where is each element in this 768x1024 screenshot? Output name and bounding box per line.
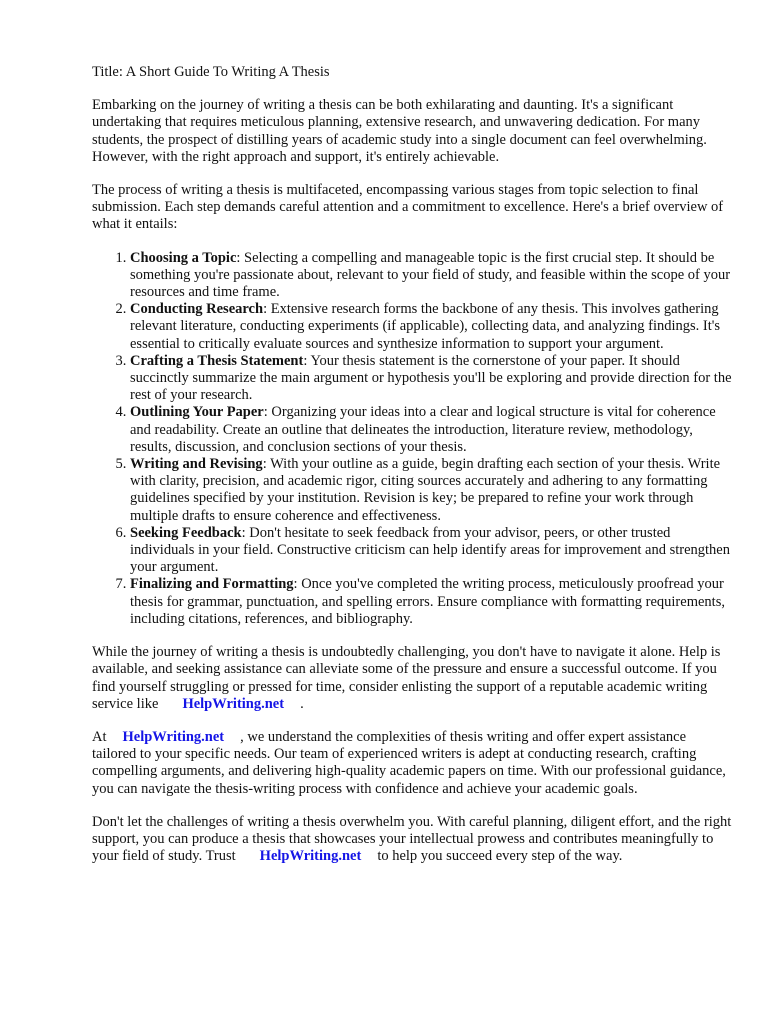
help-text: While the journey of writing a thesis is undoubtedly challenging, you don't have to navigate it alone. Help is available, and seeking assistance can alleviate some of the pressure and ensure a successful outcome. If you find yourself struggling or pressed for time, consider enlisting the support of a reputable academic writing service like bbox=[92, 644, 721, 712]
steps-list bbox=[92, 250, 732, 628]
list-item bbox=[130, 353, 732, 405]
step-text: : Your thesis statement is the cornerstone of your paper. It should succinctly summarize the main argument or hypothesis you'll be exploring and provide direction for the rest of your research. bbox=[130, 352, 732, 404]
helpwriting-link[interactable]: HelpWriting.net bbox=[259, 848, 362, 865]
step-term: Finalizing and Formatting bbox=[130, 576, 294, 593]
helpwriting-link[interactable]: HelpWriting.net bbox=[122, 728, 225, 745]
step-text: : Don't hesitate to seek feedback from your advisor, peers, or other trusted individuals in your field. Constructive criticism can help identify areas for improvement and strengthen your argument. bbox=[130, 524, 730, 576]
list-item bbox=[130, 576, 732, 628]
process-paragraph: The process of writing a thesis is multifaceted, encompassing various stages from topic selection to final submission. Each step demands careful attention and a commitment to excellence. Here's a brief overview of what it entails: bbox=[92, 182, 724, 233]
closing-text-end: to help you succeed every step of the way. bbox=[377, 848, 623, 865]
step-term: Choosing a Topic bbox=[130, 249, 237, 266]
list-item bbox=[130, 525, 732, 577]
list-item bbox=[130, 250, 732, 302]
help-paragraph bbox=[92, 644, 732, 713]
helpwriting-link[interactable]: HelpWriting.net bbox=[182, 695, 285, 712]
step-term: Seeking Feedback bbox=[130, 524, 242, 541]
service-paragraph bbox=[92, 729, 732, 798]
step-term: Writing and Revising bbox=[130, 456, 263, 473]
step-term: Conducting Research bbox=[130, 301, 264, 318]
service-text-start: At bbox=[92, 728, 107, 745]
closing-paragraph bbox=[92, 814, 732, 866]
list-item bbox=[130, 456, 732, 525]
list-item bbox=[130, 404, 732, 456]
service-text: , we understand the complexities of thesis writing and offer expert assistance tailored to your specific needs. Our team of experienced writers is adept at conducting research, crafting compelling arguments, and delivering high-quality academic papers on time. With our professional guidance, you can navigate the thesis-writing process with confidence and achieve your academic goals. bbox=[92, 728, 726, 797]
list-item bbox=[130, 301, 732, 353]
document-title: Title: A Short Guide To Writing A Thesis bbox=[92, 64, 330, 80]
step-term: Crafting a Thesis Statement bbox=[130, 352, 304, 369]
closing-text: Don't let the challenges of writing a thesis overwhelm you. With careful planning, diligent effort, and the right support, you can produce a thesis that showcases your intellectual prowess and contributes meaningfully to your field of study. Trust bbox=[92, 813, 732, 865]
step-text: : With your outline as a guide, begin drafting each section of your thesis. Write with clarity, precision, and academic rigor, citing sources accurately and adhering to any formatting guidelines specified by your institution. Revision is key; be prepared to refine your work through multiple drafts to ensure coherence and effectiveness. bbox=[130, 456, 721, 524]
step-text: : Once you've completed the writing process, meticulously proofread your thesis for grammar, punctuation, and spelling errors. Ensure compliance with formatting requirements, including citations, references, and bibliography. bbox=[130, 576, 725, 627]
intro-paragraph: Embarking on the journey of writing a thesis can be both exhilarating and daunting. It's a significant undertaking that requires meticulous planning, extensive research, and unwavering dedication. For many students, the prospect of distilling years of academic study into a single document can feel overwhelming. However, with the right approach and support, it's entirely achievable. bbox=[92, 97, 707, 165]
step-text: : Organizing your ideas into a clear and logical structure is vital for coherence and readability. Create an outline that delineates the introduction, literature review, methodology, results, discussion, and conclusion sections of your thesis. bbox=[130, 404, 716, 455]
step-text: : Selecting a compelling and manageable topic is the first crucial step. It should be something you're passionate about, relevant to your field of study, and feasible within the scope of your resources and time frame. bbox=[130, 249, 731, 301]
step-text: : Extensive research forms the backbone of any thesis. This involves gathering relevant literature, conducting experiments (if applicable), collecting data, and analyzing findings. It's essential to critically evaluate sources and synthesize information to support your argument. bbox=[130, 301, 721, 352]
step-term: Outlining Your Paper bbox=[130, 404, 264, 421]
help-text-end: . bbox=[300, 695, 304, 712]
